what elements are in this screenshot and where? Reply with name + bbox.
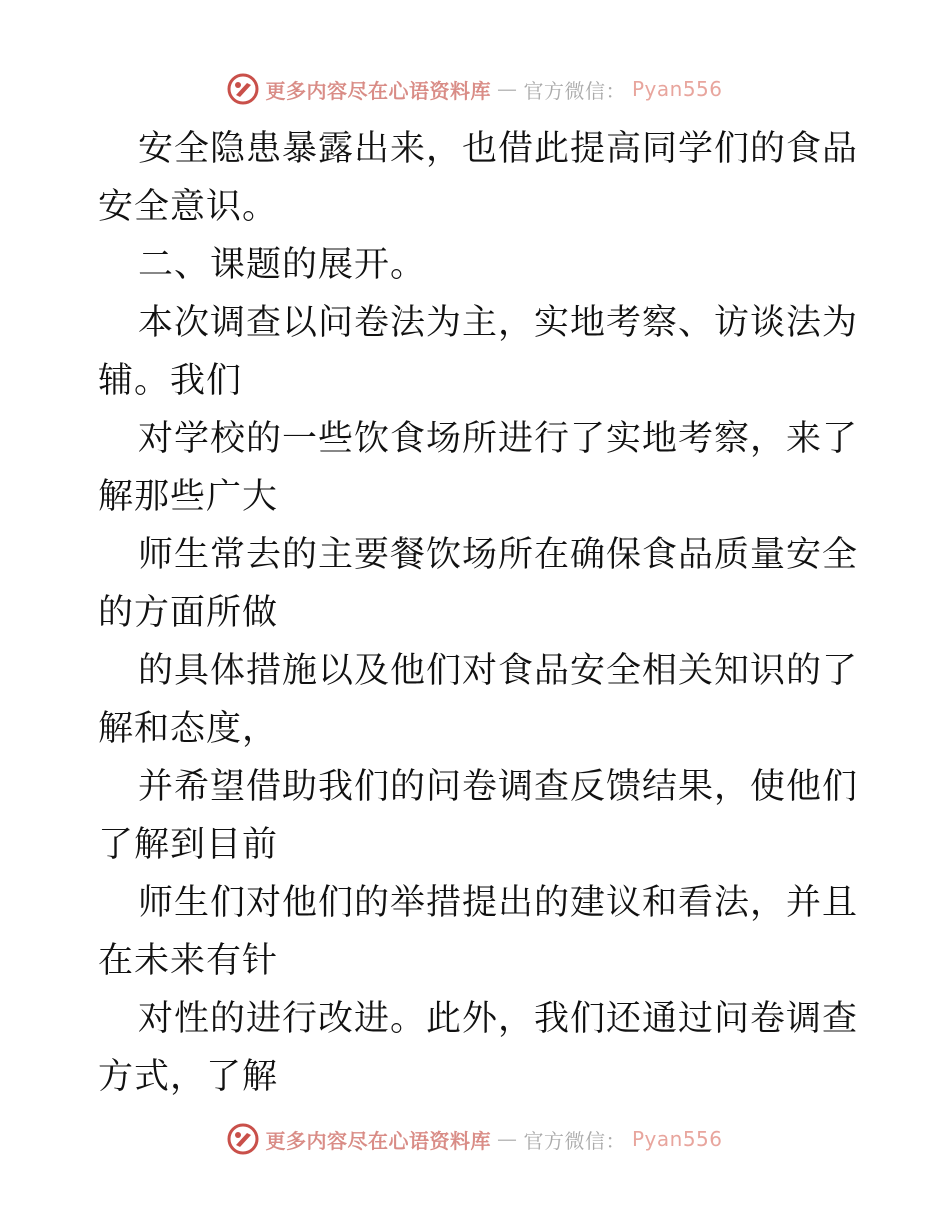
watermark-official-label: 官方微信：: [523, 78, 626, 103]
paragraph: 本次调查以问卷法为主，实地考察、访谈法为辅。我们: [98, 303, 859, 401]
watermark-brand: 更多内容尽在心语资料库: [265, 1128, 491, 1153]
watermark-line: [227, 73, 722, 105]
paragraph: 师生们对他们的举措提出的建议和看法，并且在未来有针: [98, 883, 859, 981]
paragraph: 对性的进行改进。此外，我们还通过问卷调查方式，了解: [98, 999, 859, 1097]
footer-watermark: [0, 1122, 950, 1156]
paragraph: 对学校的一些饮食场所进行了实地考察，来了解那些广大: [98, 419, 859, 517]
paragraph: 的具体措施以及他们对食品安全相关知识的了解和态度，: [98, 651, 859, 749]
paragraph: 师生常去的主要餐饮场所在确保食品质量安全的方面所做: [98, 535, 859, 633]
watermark-wechat-id: Pyan556: [631, 1127, 723, 1151]
watermark-wechat-id: Pyan556: [631, 77, 723, 101]
watermark-dash: —: [496, 1127, 518, 1151]
watermark-brand: 更多内容尽在心语资料库: [265, 78, 491, 103]
section-heading: 二、课题的展开。: [138, 245, 427, 285]
header-watermark: [0, 72, 950, 106]
watermark-official-label: 官方微信：: [523, 1128, 626, 1153]
paragraph: 并希望借助我们的问卷调查反馈结果，使他们了解到目前: [98, 767, 859, 865]
watermark-dash: —: [496, 77, 518, 101]
brand-logo-icon: [227, 73, 259, 105]
paragraph: 安全隐患暴露出来，也借此提高同学们的食品安全意识。: [98, 129, 859, 227]
brand-logo-icon: [227, 1123, 259, 1155]
document-body: [98, 120, 858, 1106]
watermark-line: [227, 1123, 722, 1155]
